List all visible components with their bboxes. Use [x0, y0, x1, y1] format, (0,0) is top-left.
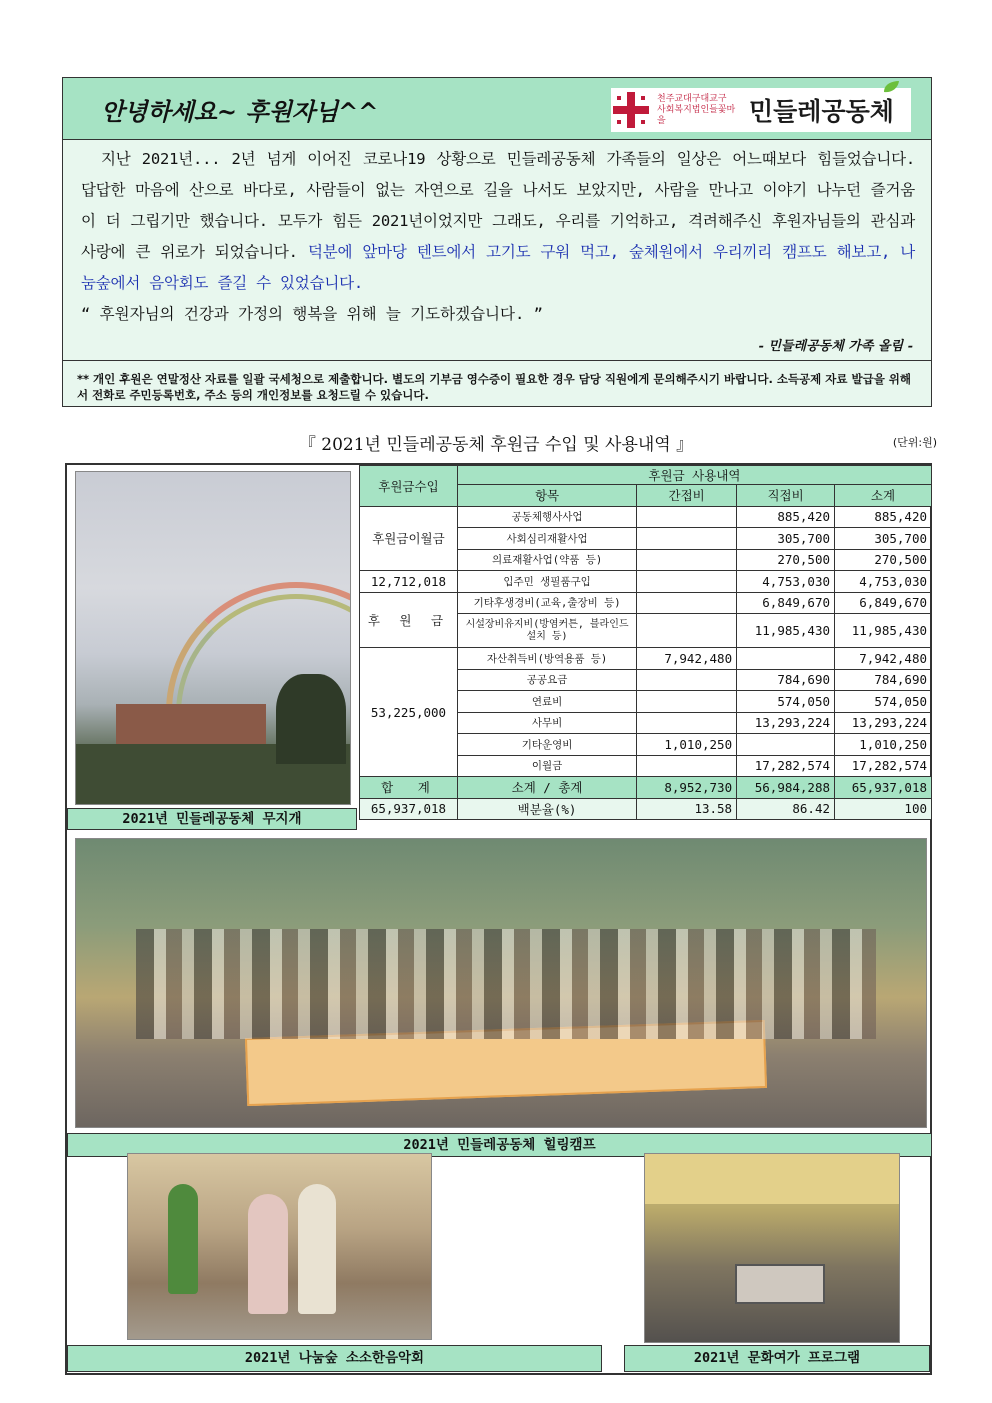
- row-direct: 6,849,670: [737, 592, 835, 614]
- row-indirect: [637, 614, 737, 648]
- row-item: 입주민 생필품구입: [457, 571, 636, 593]
- table-title: 『 2021년 민들레공동체 후원금 수입 및 사용내역 』: [298, 435, 694, 455]
- row-item: 의료재활사업(약품 등): [457, 549, 636, 571]
- row-subtotal: 885,420: [835, 506, 932, 528]
- row-direct: 885,420: [737, 506, 835, 528]
- concert-photo: [127, 1153, 432, 1340]
- row-subtotal: 305,700: [835, 528, 932, 550]
- row-indirect: [637, 712, 737, 734]
- tent-roof-shape: [645, 1154, 900, 1204]
- income-header: 후원금수입: [360, 466, 458, 507]
- total-indirect: 8,952,730: [637, 777, 737, 799]
- row-item: 기타후생경비(교육,출장비 등): [457, 592, 636, 614]
- usage-header: 후원금 사용내역: [457, 466, 931, 485]
- table-shape: [735, 1264, 825, 1304]
- table-row: [360, 648, 932, 670]
- table-row: [360, 506, 932, 528]
- row-indirect: [637, 571, 737, 593]
- tax-notice: [62, 361, 932, 407]
- col-subtotal: 소계: [835, 485, 932, 507]
- greeting-title: 안녕하세요~ 후원자님^^: [101, 97, 379, 126]
- row-indirect: [637, 592, 737, 614]
- col-item: 항목: [457, 485, 636, 507]
- letter-box: [62, 139, 932, 361]
- row-indirect: 7,942,480: [637, 648, 737, 670]
- row-subtotal: 13,293,224: [835, 712, 932, 734]
- pct-direct: 86.42: [737, 798, 835, 820]
- row-subtotal: 574,050: [835, 691, 932, 713]
- income-carry-value: 12,712,018: [360, 571, 458, 593]
- row-item: 공동체행사사업: [457, 506, 636, 528]
- caption-concert: 2021년 나눔숲 소소한음악회: [67, 1345, 602, 1372]
- letter-quote: “ 후원자님의 건강과 가정의 행복을 위해 늘 기도하겠습니다. ”: [81, 305, 544, 323]
- logo-wordmark: [749, 92, 894, 128]
- header-band: [62, 77, 932, 139]
- row-item: 시설장비유지비(방염커튼, 블라인드 설치 등): [457, 614, 636, 648]
- caritas-cross-icon: [611, 90, 651, 130]
- caption-culture: 2021년 문화여가 프로그램: [624, 1345, 930, 1372]
- total-row-label: 소계 / 총계: [457, 777, 636, 799]
- pct-label: 백분율(%): [457, 798, 636, 820]
- row-subtotal: 784,690: [835, 669, 932, 691]
- row-item: 이월금: [457, 755, 636, 777]
- row-subtotal: 270,500: [835, 549, 932, 571]
- row-indirect: 1,010,250: [637, 734, 737, 756]
- caption-rainbow: 2021년 민들레공동체 무지개: [67, 808, 357, 830]
- person-shape: [248, 1194, 288, 1314]
- logo-subtitle: [657, 94, 743, 127]
- row-item: 사무비: [457, 712, 636, 734]
- row-direct: [737, 734, 835, 756]
- row-item: 사회심리재활사업: [457, 528, 636, 550]
- row-direct: 305,700: [737, 528, 835, 550]
- row-direct: 13,293,224: [737, 712, 835, 734]
- row-indirect: [637, 549, 737, 571]
- unit-label: (단위:원): [892, 436, 937, 449]
- row-indirect: [637, 528, 737, 550]
- row-direct: 11,985,430: [737, 614, 835, 648]
- row-direct: 270,500: [737, 549, 835, 571]
- row-direct: 17,282,574: [737, 755, 835, 777]
- person-shape: [298, 1184, 336, 1314]
- percent-row: [360, 798, 932, 820]
- letter-signature: - 민들레공동체 가족 올림 -: [758, 339, 913, 354]
- income-donation-label: 후 원 금: [360, 592, 458, 648]
- row-item: 연료비: [457, 691, 636, 713]
- caption-camp: 2021년 민들레공동체 힐링캠프: [67, 1133, 932, 1157]
- finance-table: [359, 465, 932, 820]
- total-direct: 56,984,288: [737, 777, 835, 799]
- group-people-shape: [136, 929, 876, 1039]
- row-subtotal: 17,282,574: [835, 755, 932, 777]
- col-direct: 직접비: [737, 485, 835, 507]
- letter-body-text: 지난 2021년... 2년 넘게 이어진 코로나19 상황으로 민들레공동체 가족들의 일상은 어느때보다 힘들었습니다. 답답한 마음에 산으로 바다로, 사람들이 없는 자연으로 길을 나서도 보았지만, 사람을 만나고 이야기 나누던 즐거움이 더 그립기만 했습니다. 모두가 힘든 2021년이었지만 그래도, 우리를 기억하고, 격려해주신 후원자님들의 관심과 사랑에 큰 위로가 되었습니다.: [81, 150, 915, 261]
- income-donation-value: 53,225,000: [360, 648, 458, 777]
- row-indirect: [637, 669, 737, 691]
- total-income: 65,937,018: [360, 798, 458, 820]
- healing-camp-photo: [75, 838, 927, 1128]
- table-row: [360, 592, 932, 614]
- row-subtotal: 6,849,670: [835, 592, 932, 614]
- letter-body: [81, 144, 915, 299]
- income-carry-label: 후원금이월금: [360, 506, 458, 571]
- row-indirect: [637, 506, 737, 528]
- total-row: [360, 777, 932, 799]
- pct-total: 100: [835, 798, 932, 820]
- logo-subtitle-line1: 천주교대구대교구: [657, 93, 727, 104]
- organization-logo: [611, 88, 911, 132]
- row-subtotal: 4,753,030: [835, 571, 932, 593]
- tax-notice-text: ** 개인 후원은 연말정산 자료를 일괄 국세청으로 제출합니다. 별도의 기부금 영수증이 필요한 경우 담당 직원에게 문의해주시기 바랍니다. 소득공제 자료 발급을 위해서 전화로 주민등록번호, 주소 등의 개인정보를 요청드릴 수 있습니다.: [77, 372, 912, 402]
- rainbow-photo: [75, 471, 351, 805]
- leaf-icon: [882, 80, 900, 94]
- letter-body-highlight: 덕분에 앞마당 텐트에서 고기도 구워 먹고, 숲체원에서 우리끼리 캠프도 해보고, 나눔숲에서 음악회도 즐길 수 있었습니다.: [81, 243, 916, 292]
- culture-program-photo: [644, 1153, 900, 1343]
- total-label: 합 계: [360, 777, 458, 799]
- row-indirect: [637, 691, 737, 713]
- row-direct: 4,753,030: [737, 571, 835, 593]
- report-frame: [65, 463, 932, 1375]
- table-row: [360, 571, 932, 593]
- pct-indirect: 13.58: [637, 798, 737, 820]
- row-item: 기타운영비: [457, 734, 636, 756]
- logo-wordmark-text: 민들레공동체: [749, 97, 894, 126]
- col-indirect: 간접비: [637, 485, 737, 507]
- row-indirect: [637, 755, 737, 777]
- person-shape: [168, 1184, 198, 1294]
- row-item: 공공요금: [457, 669, 636, 691]
- row-subtotal: 11,985,430: [835, 614, 932, 648]
- row-subtotal: 7,942,480: [835, 648, 932, 670]
- total-subtotal: 65,937,018: [835, 777, 932, 799]
- row-item: 자산취득비(방역용품 등): [457, 648, 636, 670]
- row-direct: [737, 648, 835, 670]
- row-direct: 784,690: [737, 669, 835, 691]
- tree-shape: [276, 674, 346, 764]
- logo-subtitle-line2: 사회복지법인들꽃마을: [657, 104, 736, 126]
- row-subtotal: 1,010,250: [835, 734, 932, 756]
- row-direct: 574,050: [737, 691, 835, 713]
